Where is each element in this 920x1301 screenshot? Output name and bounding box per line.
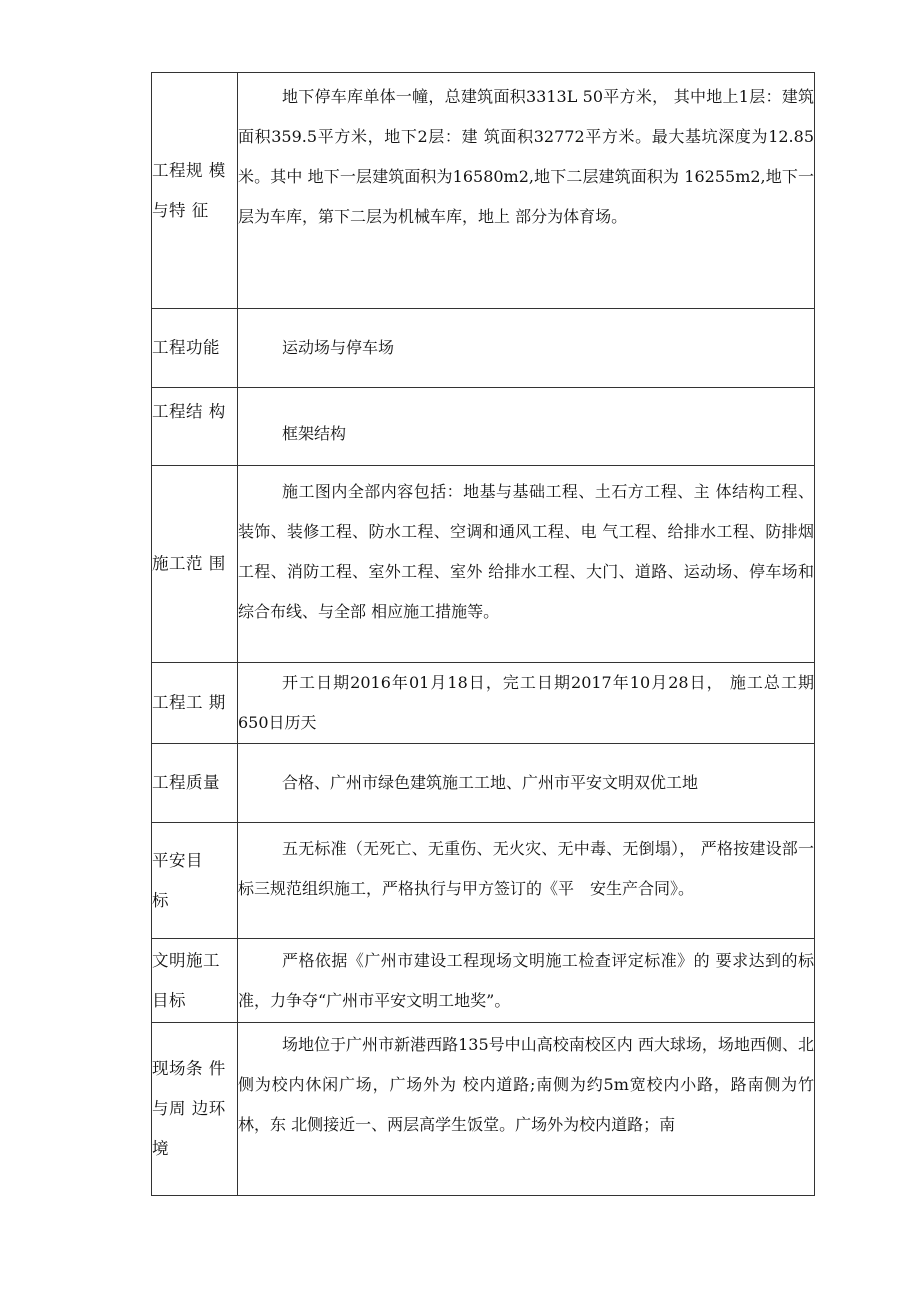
- table-row: [152, 388, 815, 466]
- table-row: [152, 744, 815, 823]
- row-content: [238, 744, 815, 823]
- row-text: 地下停车库单体一幢，总建筑面积3313L 50平方米， 其中地上1层：建筑面积359.5平方米，地下2层：建 筑面积32772平方米。最大基坑深度为12.85米。其中 地下一层建筑面积为16580m2,地下二层建筑面积为 16255m2,地下一层为车库，第下二层为机械车库，地上 部分为体育场。: [238, 87, 814, 226]
- row-label: [152, 1023, 238, 1196]
- row-content: [238, 663, 815, 744]
- row-text: 五无标准（无死亡、无重伤、无火灾、无中毒、无倒塌）， 严格按建设部一标三规范组织施工，严格执行与甲方签订的《平 安生产合同》。: [238, 839, 814, 898]
- row-content: [238, 1023, 815, 1196]
- row-content: [238, 73, 815, 309]
- row-text: 运动场与停车场: [282, 338, 395, 357]
- row-label: [152, 939, 238, 1023]
- table-row: [152, 939, 815, 1023]
- table-row: [152, 309, 815, 388]
- row-content: [238, 939, 815, 1023]
- row-content: [238, 388, 815, 466]
- row-text: 场地位于广州市新港西路135号中山高校南校区内 西大球场，场地西侧、北侧为校内休闲广场，广场外为 校内道路;南侧为约5m宽校内小路，路南侧为竹林，东 北侧接近一、两层高学生饭堂。广场外为校内道路；南: [238, 1035, 814, 1134]
- row-content: [238, 823, 815, 939]
- row-label: 工程规 模与特 征: [152, 73, 238, 309]
- table-row: [152, 1023, 815, 1196]
- row-label: 工程工 期: [152, 663, 238, 744]
- row-label: 工程功能: [152, 309, 238, 388]
- row-label: 施工范 围: [152, 466, 238, 663]
- row-label: 工程质量: [152, 744, 238, 823]
- table-row: [152, 73, 815, 309]
- row-text: 框架结构: [282, 423, 347, 443]
- row-label: [152, 823, 238, 939]
- row-text: 开工日期2016年01月18日，完工日期2017年10月28日， 施工总工期650日历天: [238, 673, 814, 732]
- row-text: 施工图内全部内容包括：地基与基础工程、土石方工程、主 体结构工程、装饰、装修工程、防水工程、空调和通风工程、电 气工程、给排水工程、防排烟工程、消防工程、室外工程、室外 给排水工程、大门、道路、运动场、停车场和综合布线、与全部 相应施工措施等。: [238, 482, 814, 621]
- row-content: [238, 466, 815, 663]
- row-text: 严格依据《广州市建设工程现场文明施工检查评定标准》的 要求达到的标准，力争夺“广州市平安文明工地奖”。: [238, 950, 814, 1010]
- table-row: [152, 466, 815, 663]
- row-label-text: 现场条 件与周 边环境: [152, 1059, 226, 1158]
- row-label-text: 文明施工目标: [152, 950, 220, 1010]
- row-label-text: 平安目标: [152, 850, 203, 910]
- row-label: 工程结 构: [152, 388, 238, 466]
- row-text: 合格、广州市绿色建筑施工工地、广州市平安文明双优工地: [282, 773, 699, 792]
- row-content: [238, 309, 815, 388]
- table-row: [152, 663, 815, 744]
- table-row: [152, 823, 815, 939]
- project-overview-table: [151, 72, 815, 1196]
